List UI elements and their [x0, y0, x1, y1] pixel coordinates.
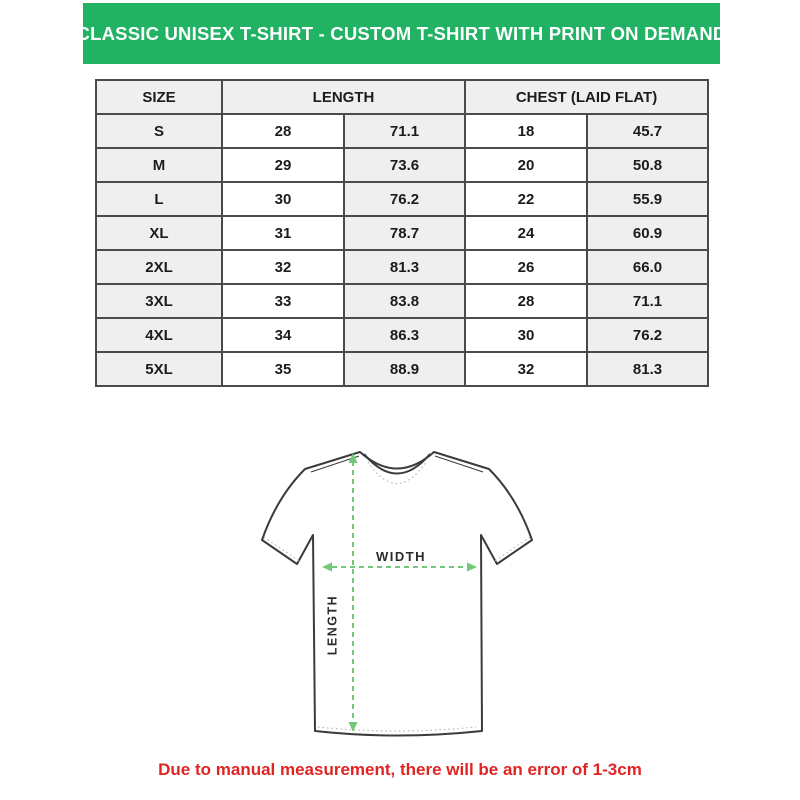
table-row: [96, 216, 708, 250]
length-cm-cell: 86.3: [344, 318, 465, 352]
table-row: [96, 250, 708, 284]
column-header-length: LENGTH: [222, 80, 465, 114]
width-label: WIDTH: [375, 549, 427, 564]
column-header-chest: CHEST (LAID FLAT): [465, 80, 708, 114]
measurement-note: Due to manual measurement, there will be an error of 1-3cm: [158, 760, 642, 779]
length-in-cell: 28: [222, 114, 344, 148]
table-row: [96, 114, 708, 148]
length-in-cell: 29: [222, 148, 344, 182]
size-cell: 2XL: [96, 250, 222, 284]
length-in-cell: 33: [222, 284, 344, 318]
footer: [0, 760, 800, 780]
chest-cm-cell: 76.2: [587, 318, 708, 352]
table-row: [96, 352, 708, 386]
chest-in-cell: 30: [465, 318, 587, 352]
size-cell: XL: [96, 216, 222, 250]
length-in-cell: 30: [222, 182, 344, 216]
tshirt-diagram: [255, 445, 545, 741]
length-in-cell: 34: [222, 318, 344, 352]
size-cell: S: [96, 114, 222, 148]
header-row: [96, 80, 708, 114]
chest-cm-cell: 55.9: [587, 182, 708, 216]
table-row: [96, 182, 708, 216]
chest-in-cell: 24: [465, 216, 587, 250]
length-in-cell: 32: [222, 250, 344, 284]
length-label: LENGTH: [325, 594, 340, 656]
length-cm-cell: 73.6: [344, 148, 465, 182]
chest-cm-cell: 81.3: [587, 352, 708, 386]
length-cm-cell: 71.1: [344, 114, 465, 148]
size-cell: L: [96, 182, 222, 216]
chest-cm-cell: 60.9: [587, 216, 708, 250]
chest-cm-cell: 71.1: [587, 284, 708, 318]
tshirt-outline-shape: [262, 452, 532, 736]
banner: [76, 3, 727, 64]
chest-in-cell: 22: [465, 182, 587, 216]
chest-in-cell: 20: [465, 148, 587, 182]
column-header-size: SIZE: [96, 80, 222, 114]
size-cell: 5XL: [96, 352, 222, 386]
size-cell: 4XL: [96, 318, 222, 352]
chest-cm-cell: 45.7: [587, 114, 708, 148]
size-chart-table: [95, 79, 709, 387]
length-cm-cell: 78.7: [344, 216, 465, 250]
table-row: [96, 284, 708, 318]
banner-title: CLASSIC UNISEX T-SHIRT - CUSTOM T-SHIRT WITH PRINT ON DEMAND: [76, 22, 727, 44]
chest-cm-cell: 50.8: [587, 148, 708, 182]
length-cm-cell: 81.3: [344, 250, 465, 284]
chest-in-cell: 32: [465, 352, 587, 386]
size-chart-body: [96, 114, 708, 386]
length-cm-cell: 83.8: [344, 284, 465, 318]
size-cell: 3XL: [96, 284, 222, 318]
length-in-cell: 31: [222, 216, 344, 250]
chest-in-cell: 18: [465, 114, 587, 148]
chest-in-cell: 28: [465, 284, 587, 318]
table-row: [96, 318, 708, 352]
chest-cm-cell: 66.0: [587, 250, 708, 284]
table-row: [96, 148, 708, 182]
length-cm-cell: 76.2: [344, 182, 465, 216]
length-cm-cell: 88.9: [344, 352, 465, 386]
size-cell: M: [96, 148, 222, 182]
chest-in-cell: 26: [465, 250, 587, 284]
length-in-cell: 35: [222, 352, 344, 386]
